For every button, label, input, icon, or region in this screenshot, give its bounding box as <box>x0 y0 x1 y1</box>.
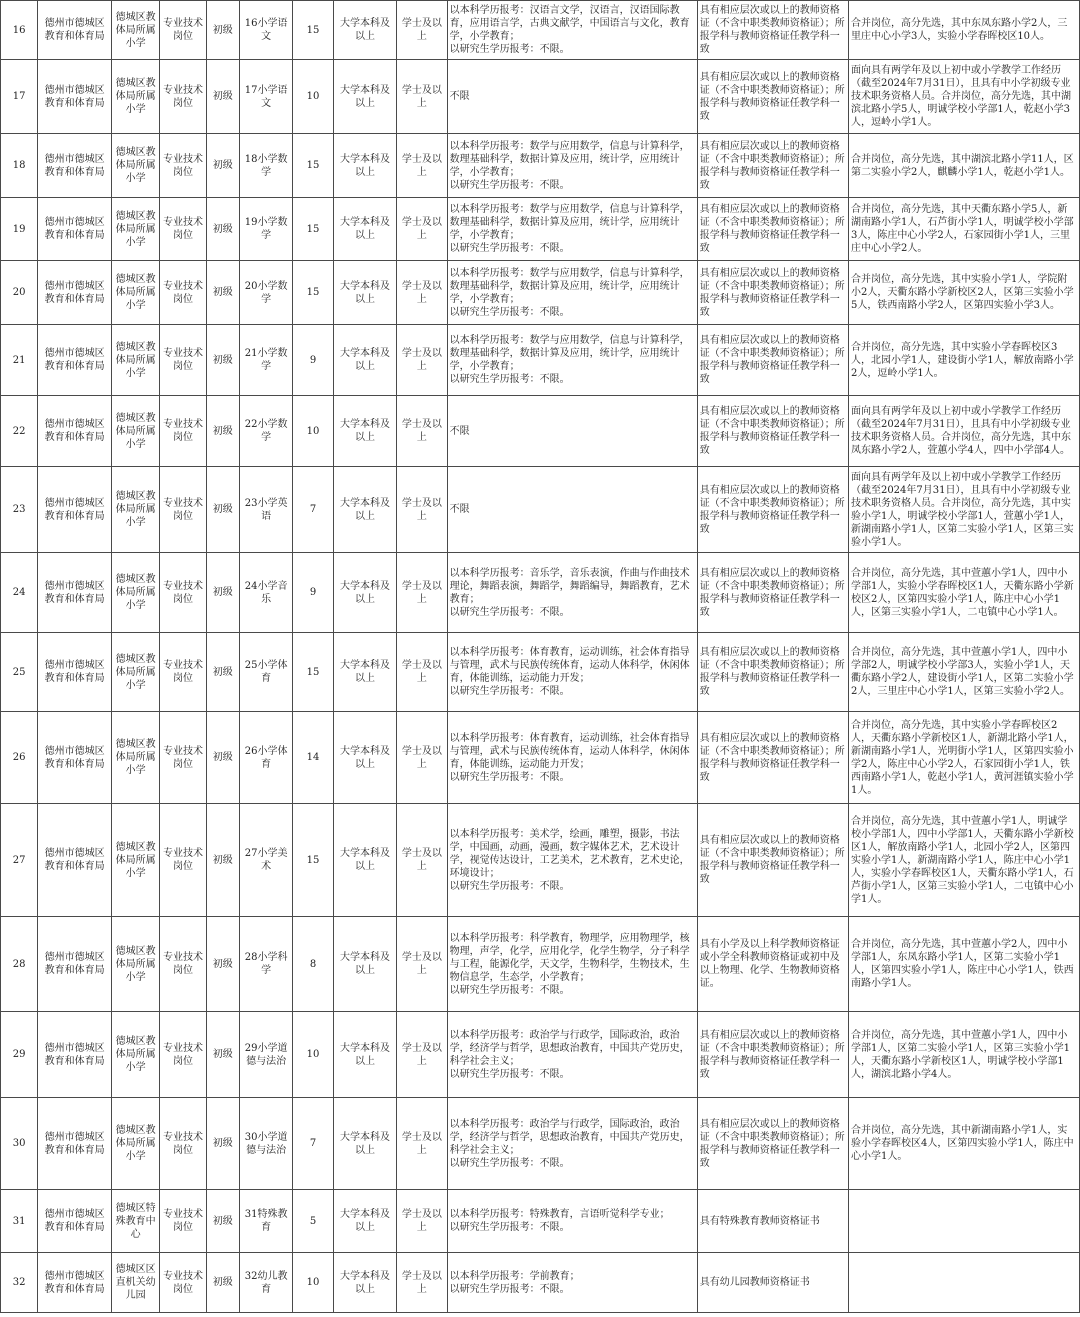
headcount-cell: 15 <box>293 804 333 917</box>
headcount-cell: 8 <box>293 917 333 1012</box>
department-cell: 德州市德城区教育和体育局 <box>38 467 112 553</box>
level-cell: 初级 <box>206 804 239 917</box>
major-requirement-cell: 以本科学历报考：政治学与行政学，国际政治，政治学，经济学与哲学，思想政治教育，中国共产党历史，科学社会主义； 以研究生学历报考：不限。 <box>447 1012 697 1098</box>
major-requirement-cell: 以本科学历报考：科学教育，物理学，应用物理学，核物理，声学，化学，应用化学，化学生物学，分子科学与工程，能源化学，天文学，生物科学，生物技术，生物信息学，生态学，小学教育； 以研究生学历报考：不限。 <box>447 917 697 1012</box>
headcount-cell: 15 <box>293 198 333 261</box>
level-cell: 初级 <box>206 712 239 804</box>
post-name-cell: 20小学数学 <box>239 261 292 325</box>
certificate-cell: 具有相应层次或以上的教师资格证（不含中职类教师资格证）；所报学科与教师资格证任教学科一致 <box>697 60 848 134</box>
certificate-cell: 具有相应层次或以上的教师资格证（不含中职类教师资格证）；所报学科与教师资格证任教学科一致 <box>697 553 848 633</box>
certificate-cell: 具有相应层次或以上的教师资格证（不含中职类教师资格证）；所报学科与教师资格证任教学科一致 <box>697 1098 848 1190</box>
degree-cell: 学士及以上 <box>397 325 447 396</box>
post-name-cell: 32幼儿教育 <box>239 1253 292 1313</box>
major-requirement-cell: 以本科学历报考：体育教育，运动训练，社会体育指导与管理，武术与民族传统体育，运动人体科学，休闲体育，体能训练，运动能力开发； 以研究生学历报考：不限。 <box>447 633 697 712</box>
unit-cell: 德城区教体局所属小学 <box>111 261 159 325</box>
level-cell: 初级 <box>206 1098 239 1190</box>
unit-cell: 德城区教体局所属小学 <box>111 134 159 198</box>
row-number: 29 <box>1 1012 38 1098</box>
remark-cell: 合并岗位，高分先选，其中实验小学1人，学院附小2人，天衢东路小学新校区2人，区第三实验小学5人，铁西南路小学2人，区第四实验小学3人。 <box>848 261 1079 325</box>
department-cell: 德州市德城区教育和体育局 <box>38 198 112 261</box>
education-cell: 大学本科及以上 <box>333 917 397 1012</box>
level-cell: 初级 <box>206 325 239 396</box>
post-name-cell: 31特殊教育 <box>239 1190 292 1253</box>
post-type-cell: 专业技术岗位 <box>160 1 206 60</box>
major-requirement-cell: 以本科学历报考：美术学，绘画，雕塑，摄影，书法学，中国画，动画，漫画，数字媒体艺术，艺术设计学，视觉传达设计，工艺美术，艺术教育，艺术史论，环境设计； 以研究生学历报考：不限。 <box>447 804 697 917</box>
major-requirement-cell: 不限 <box>447 396 697 467</box>
post-type-cell: 专业技术岗位 <box>160 917 206 1012</box>
education-cell: 大学本科及以上 <box>333 1190 397 1253</box>
level-cell: 初级 <box>206 134 239 198</box>
level-cell: 初级 <box>206 1012 239 1098</box>
remark-cell: 合并岗位，高分先选，其中萱蕙小学1人，明诚学校小学部1人，四中小学部1人，天衢东路小学新校区1人，解放南路小学1人，北园小学2人，区第四实验小学1人，新湖南路小学1人，陈庄中心小学1人，实验小学春晖校区1人，天衢东路小学1人，石芦街小学1人，区第三实验小学1人，二屯镇中心小学1人。 <box>848 804 1079 917</box>
table-row <box>1 325 1080 396</box>
headcount-cell: 15 <box>293 1 333 60</box>
degree-cell: 学士及以上 <box>397 1012 447 1098</box>
major-requirement-cell: 以本科学历报考：数学与应用数学，信息与计算科学，数理基础科学，数据计算及应用，统计学，应用统计学，小学教育； 以研究生学历报考：不限。 <box>447 325 697 396</box>
post-type-cell: 专业技术岗位 <box>160 60 206 134</box>
row-number: 19 <box>1 198 38 261</box>
major-requirement-cell: 以本科学历报考：数学与应用数学，信息与计算科学，数理基础科学，数据计算及应用，统计学，应用统计学，小学教育； 以研究生学历报考：不限。 <box>447 261 697 325</box>
headcount-cell: 15 <box>293 633 333 712</box>
headcount-cell: 10 <box>293 1012 333 1098</box>
headcount-cell: 15 <box>293 134 333 198</box>
remark-cell: 合并岗位，高分先选，其中萱蕙小学1人，四中小学部2人，明诚学校小学部3人，实验小学1人，天衢东路小学2人，建设街小学1人，区第二实验小学2人，三里庄中心小学1人，区第三实验小学2人。 <box>848 633 1079 712</box>
degree-cell: 学士及以上 <box>397 804 447 917</box>
unit-cell: 德城区教体局所属小学 <box>111 60 159 134</box>
headcount-cell: 10 <box>293 396 333 467</box>
department-cell: 德州市德城区教育和体育局 <box>38 712 112 804</box>
table-row <box>1 712 1080 804</box>
major-requirement-cell: 以本科学历报考：学前教育； 以研究生学历报考：不限。 <box>447 1253 697 1313</box>
row-number: 17 <box>1 60 38 134</box>
remark-cell: 合并岗位，高分先选，其中天衢东路小学5人，新湖南路小学1人，石芦街小学1人，明诚学校小学部3人，陈庄中心小学2人，石家园街小学1人，三里庄中心小学2人。 <box>848 198 1079 261</box>
major-requirement-cell: 以本科学历报考：汉语言文学，汉语言，汉语国际教育，应用语言学，古典文献学，中国语言与文化，教育学，小学教育； 以研究生学历报考：不限。 <box>447 1 697 60</box>
post-type-cell: 专业技术岗位 <box>160 396 206 467</box>
department-cell: 德州市德城区教育和体育局 <box>38 1253 112 1313</box>
row-number: 27 <box>1 804 38 917</box>
education-cell: 大学本科及以上 <box>333 804 397 917</box>
unit-cell: 德城区教体局所属小学 <box>111 553 159 633</box>
row-number: 30 <box>1 1098 38 1190</box>
table-row <box>1 198 1080 261</box>
post-type-cell: 专业技术岗位 <box>160 1098 206 1190</box>
unit-cell: 德城区特殊教育中心 <box>111 1190 159 1253</box>
post-type-cell: 专业技术岗位 <box>160 1012 206 1098</box>
remark-cell: 合并岗位，高分先选，其中东凤东路小学2人，三里庄中心小学3人，实验小学春晖校区10人。 <box>848 1 1079 60</box>
post-type-cell: 专业技术岗位 <box>160 1190 206 1253</box>
row-number: 22 <box>1 396 38 467</box>
education-cell: 大学本科及以上 <box>333 633 397 712</box>
education-cell: 大学本科及以上 <box>333 325 397 396</box>
table-row <box>1 1012 1080 1098</box>
table-row <box>1 917 1080 1012</box>
headcount-cell: 7 <box>293 1098 333 1190</box>
post-type-cell: 专业技术岗位 <box>160 325 206 396</box>
remark-cell: 合并岗位，高分先选，其中萱蕙小学2人，四中小学部1人，东凤东路小学1人，区第二实验小学1人，区第四实验小学1人，陈庄中心小学1人，铁西南路小学1人。 <box>848 917 1079 1012</box>
degree-cell: 学士及以上 <box>397 1190 447 1253</box>
row-number: 31 <box>1 1190 38 1253</box>
table-row <box>1 467 1080 553</box>
row-number: 16 <box>1 1 38 60</box>
level-cell: 初级 <box>206 396 239 467</box>
department-cell: 德州市德城区教育和体育局 <box>38 553 112 633</box>
degree-cell: 学士及以上 <box>397 712 447 804</box>
degree-cell: 学士及以上 <box>397 1098 447 1190</box>
department-cell: 德州市德城区教育和体育局 <box>38 804 112 917</box>
table-row <box>1 261 1080 325</box>
headcount-cell: 15 <box>293 261 333 325</box>
row-number: 18 <box>1 134 38 198</box>
certificate-cell: 具有相应层次或以上的教师资格证（不含中职类教师资格证）；所报学科与教师资格证任教学科一致 <box>697 134 848 198</box>
level-cell: 初级 <box>206 1 239 60</box>
headcount-cell: 14 <box>293 712 333 804</box>
post-name-cell: 22小学数学 <box>239 396 292 467</box>
unit-cell: 德城区教体局所属小学 <box>111 1 159 60</box>
education-cell: 大学本科及以上 <box>333 467 397 553</box>
unit-cell: 德城区教体局所属小学 <box>111 467 159 553</box>
remark-cell: 合并岗位，高分先选，其中萱蕙小学1人，四中小学部1人，实验小学春晖校区1人，天衢东路小学新校区2人，区第四实验小学1人，陈庄中心小学1人，区第三实验小学1人，二屯镇中心小学1人。 <box>848 553 1079 633</box>
degree-cell: 学士及以上 <box>397 553 447 633</box>
headcount-cell: 10 <box>293 1253 333 1313</box>
headcount-cell: 9 <box>293 325 333 396</box>
row-number: 21 <box>1 325 38 396</box>
post-type-cell: 专业技术岗位 <box>160 467 206 553</box>
post-name-cell: 19小学数学 <box>239 198 292 261</box>
education-cell: 大学本科及以上 <box>333 261 397 325</box>
remark-cell: 面向具有两学年及以上初中或小学教学工作经历（截至2024年7月31日），且具有中小学初级专业技术职务资格人员。合并岗位，高分先选，其中湖滨北路小学5人，明诚学校小学部1人，乾赵小学3人，逗岭小学1人。 <box>848 60 1079 134</box>
remark-cell: 面向具有两学年及以上初中或小学教学工作经历（截至2024年7月31日），且具有中小学初级专业技术职务资格人员。合并岗位，高分先选，其中实验小学1人，明诚学校小学部1人，萱蕙小学1人，新湖南路小学1人，区第二实验小学1人，区第三实验小学1人。 <box>848 467 1079 553</box>
row-number: 24 <box>1 553 38 633</box>
post-type-cell: 专业技术岗位 <box>160 804 206 917</box>
post-type-cell: 专业技术岗位 <box>160 134 206 198</box>
unit-cell: 德城区教体局所属小学 <box>111 917 159 1012</box>
degree-cell: 学士及以上 <box>397 1253 447 1313</box>
level-cell: 初级 <box>206 1190 239 1253</box>
education-cell: 大学本科及以上 <box>333 553 397 633</box>
certificate-cell: 具有幼儿园教师资格证书 <box>697 1253 848 1313</box>
certificate-cell: 具有相应层次或以上的教师资格证（不含中职类教师资格证）；所报学科与教师资格证任教学科一致 <box>697 1012 848 1098</box>
certificate-cell: 具有相应层次或以上的教师资格证（不含中职类教师资格证）；所报学科与教师资格证任教学科一致 <box>697 712 848 804</box>
certificate-cell: 具有小学及以上科学教师资格证或小学全科教师资格证或初中及以上物理、化学、生物教师资格证。 <box>697 917 848 1012</box>
unit-cell: 德城区教体局所属小学 <box>111 1012 159 1098</box>
row-number: 23 <box>1 467 38 553</box>
certificate-cell: 具有相应层次或以上的教师资格证（不含中职类教师资格证）；所报学科与教师资格证任教学科一致 <box>697 804 848 917</box>
degree-cell: 学士及以上 <box>397 261 447 325</box>
post-name-cell: 25小学体育 <box>239 633 292 712</box>
education-cell: 大学本科及以上 <box>333 1 397 60</box>
degree-cell: 学士及以上 <box>397 467 447 553</box>
post-name-cell: 27小学美术 <box>239 804 292 917</box>
headcount-cell: 5 <box>293 1190 333 1253</box>
unit-cell: 德城区教体局所属小学 <box>111 396 159 467</box>
department-cell: 德州市德城区教育和体育局 <box>38 60 112 134</box>
post-name-cell: 21小学数学 <box>239 325 292 396</box>
unit-cell: 德城区教体局所属小学 <box>111 198 159 261</box>
degree-cell: 学士及以上 <box>397 60 447 134</box>
headcount-cell: 9 <box>293 553 333 633</box>
level-cell: 初级 <box>206 467 239 553</box>
table-row <box>1 1 1080 60</box>
certificate-cell: 具有相应层次或以上的教师资格证（不含中职类教师资格证）；所报学科与教师资格证任教学科一致 <box>697 467 848 553</box>
department-cell: 德州市德城区教育和体育局 <box>38 134 112 198</box>
table-row <box>1 553 1080 633</box>
degree-cell: 学士及以上 <box>397 917 447 1012</box>
post-name-cell: 23小学英语 <box>239 467 292 553</box>
department-cell: 德州市德城区教育和体育局 <box>38 917 112 1012</box>
major-requirement-cell: 以本科学历报考：政治学与行政学，国际政治，政治学，经济学与哲学，思想政治教育，中国共产党历史，科学社会主义； 以研究生学历报考：不限。 <box>447 1098 697 1190</box>
certificate-cell: 具有相应层次或以上的教师资格证（不含中职类教师资格证）；所报学科与教师资格证任教学科一致 <box>697 1 848 60</box>
unit-cell: 德城区教体局所属小学 <box>111 1098 159 1190</box>
post-name-cell: 24小学音乐 <box>239 553 292 633</box>
table-row <box>1 1253 1080 1313</box>
department-cell: 德州市德城区教育和体育局 <box>38 633 112 712</box>
certificate-cell: 具有相应层次或以上的教师资格证（不含中职类教师资格证）；所报学科与教师资格证任教学科一致 <box>697 261 848 325</box>
department-cell: 德州市德城区教育和体育局 <box>38 1190 112 1253</box>
remark-cell <box>848 1253 1079 1313</box>
education-cell: 大学本科及以上 <box>333 1098 397 1190</box>
unit-cell: 德城区区直机关幼儿园 <box>111 1253 159 1313</box>
education-cell: 大学本科及以上 <box>333 198 397 261</box>
level-cell: 初级 <box>206 553 239 633</box>
certificate-cell: 具有相应层次或以上的教师资格证（不含中职类教师资格证）；所报学科与教师资格证任教学科一致 <box>697 198 848 261</box>
level-cell: 初级 <box>206 633 239 712</box>
degree-cell: 学士及以上 <box>397 633 447 712</box>
headcount-cell: 10 <box>293 60 333 134</box>
certificate-cell: 具有相应层次或以上的教师资格证（不含中职类教师资格证）；所报学科与教师资格证任教学科一致 <box>697 396 848 467</box>
post-name-cell: 17小学语文 <box>239 60 292 134</box>
table-row <box>1 804 1080 917</box>
post-name-cell: 26小学体育 <box>239 712 292 804</box>
degree-cell: 学士及以上 <box>397 396 447 467</box>
major-requirement-cell: 以本科学历报考：体育教育，运动训练，社会体育指导与管理，武术与民族传统体育，运动人体科学，休闲体育，体能训练，运动能力开发； 以研究生学历报考：不限。 <box>447 712 697 804</box>
degree-cell: 学士及以上 <box>397 198 447 261</box>
level-cell: 初级 <box>206 917 239 1012</box>
certificate-cell: 具有相应层次或以上的教师资格证（不含中职类教师资格证）；所报学科与教师资格证任教学科一致 <box>697 325 848 396</box>
post-name-cell: 16小学语文 <box>239 1 292 60</box>
department-cell: 德州市德城区教育和体育局 <box>38 325 112 396</box>
post-name-cell: 30小学道德与法治 <box>239 1098 292 1190</box>
education-cell: 大学本科及以上 <box>333 60 397 134</box>
table-row <box>1 1190 1080 1253</box>
remark-cell: 合并岗位，高分先选，其中实验小学春晖校区3人，北园小学1人，建设街小学1人，解放南路小学2人，逗岭小学1人。 <box>848 325 1079 396</box>
education-cell: 大学本科及以上 <box>333 396 397 467</box>
post-name-cell: 28小学科学 <box>239 917 292 1012</box>
degree-cell: 学士及以上 <box>397 1 447 60</box>
table-row <box>1 60 1080 134</box>
row-number: 26 <box>1 712 38 804</box>
education-cell: 大学本科及以上 <box>333 134 397 198</box>
remark-cell: 面向具有两学年及以上初中或小学教学工作经历（截至2024年7月31日），且具有中小学初级专业技术职务资格人员。合并岗位，高分先选，其中东凤东路小学2人，萱蕙小学4人，四中小学部4人。 <box>848 396 1079 467</box>
major-requirement-cell: 以本科学历报考：数学与应用数学，信息与计算科学，数理基础科学，数据计算及应用，统计学，应用统计学，小学教育； 以研究生学历报考：不限。 <box>447 134 697 198</box>
remark-cell: 合并岗位，高分先选，其中实验小学春晖校区2人，天衢东路小学新校区1人，新湖北路小学1人，新湖南路小学1人，光明街小学1人，区第四实验小学2人，陈庄中心小学2人，石家园街小学1人，铁西南路小学1人，乾赵小学1人，黄河涯镇实验小学1人。 <box>848 712 1079 804</box>
certificate-cell: 具有相应层次或以上的教师资格证（不含中职类教师资格证）；所报学科与教师资格证任教学科一致 <box>697 633 848 712</box>
remark-cell: 合并岗位，高分先选，其中湖滨北路小学11人，区第二实验小学2人，麒麟小学1人，乾赵小学1人。 <box>848 134 1079 198</box>
post-type-cell: 专业技术岗位 <box>160 712 206 804</box>
major-requirement-cell: 以本科学历报考：数学与应用数学，信息与计算科学，数理基础科学，数据计算及应用，统计学，应用统计学，小学教育； 以研究生学历报考：不限。 <box>447 198 697 261</box>
post-type-cell: 专业技术岗位 <box>160 553 206 633</box>
major-requirement-cell: 不限 <box>447 60 697 134</box>
table-row <box>1 1098 1080 1190</box>
level-cell: 初级 <box>206 261 239 325</box>
unit-cell: 德城区教体局所属小学 <box>111 712 159 804</box>
department-cell: 德州市德城区教育和体育局 <box>38 1012 112 1098</box>
level-cell: 初级 <box>206 198 239 261</box>
table-row <box>1 633 1080 712</box>
major-requirement-cell: 不限 <box>447 467 697 553</box>
level-cell: 初级 <box>206 60 239 134</box>
department-cell: 德州市德城区教育和体育局 <box>38 1098 112 1190</box>
table-row <box>1 396 1080 467</box>
table-row <box>1 134 1080 198</box>
unit-cell: 德城区教体局所属小学 <box>111 804 159 917</box>
major-requirement-cell: 以本科学历报考：音乐学，音乐表演，作曲与作曲技术理论，舞蹈表演，舞蹈学，舞蹈编导，舞蹈教育，艺术教育； 以研究生学历报考：不限。 <box>447 553 697 633</box>
unit-cell: 德城区教体局所属小学 <box>111 633 159 712</box>
headcount-cell: 7 <box>293 467 333 553</box>
row-number: 32 <box>1 1253 38 1313</box>
row-number: 25 <box>1 633 38 712</box>
post-name-cell: 29小学道德与法治 <box>239 1012 292 1098</box>
remark-cell: 合并岗位，高分先选，其中萱蕙小学1人，四中小学部1人，区第二实验小学1人，区第三实验小学1人，天衢东路小学新校区1人，明诚学校小学部1人，湖滨北路小学4人。 <box>848 1012 1079 1098</box>
department-cell: 德州市德城区教育和体育局 <box>38 396 112 467</box>
remark-cell: 合并岗位，高分先选，其中新湖南路小学1人，实验小学春晖校区4人，区第四实验小学1人，陈庄中心小学1人。 <box>848 1098 1079 1190</box>
education-cell: 大学本科及以上 <box>333 1012 397 1098</box>
row-number: 28 <box>1 917 38 1012</box>
row-number: 20 <box>1 261 38 325</box>
department-cell: 德州市德城区教育和体育局 <box>38 1 112 60</box>
post-type-cell: 专业技术岗位 <box>160 261 206 325</box>
unit-cell: 德城区教体局所属小学 <box>111 325 159 396</box>
level-cell: 初级 <box>206 1253 239 1313</box>
post-type-cell: 专业技术岗位 <box>160 1253 206 1313</box>
post-name-cell: 18小学数学 <box>239 134 292 198</box>
degree-cell: 学士及以上 <box>397 134 447 198</box>
education-cell: 大学本科及以上 <box>333 712 397 804</box>
post-type-cell: 专业技术岗位 <box>160 633 206 712</box>
remark-cell <box>848 1190 1079 1253</box>
department-cell: 德州市德城区教育和体育局 <box>38 261 112 325</box>
certificate-cell: 具有特殊教育教师资格证书 <box>697 1190 848 1253</box>
post-type-cell: 专业技术岗位 <box>160 198 206 261</box>
major-requirement-cell: 以本科学历报考：特殊教育，言语听觉科学专业； 以研究生学历报考：不限。 <box>447 1190 697 1253</box>
education-cell: 大学本科及以上 <box>333 1253 397 1313</box>
